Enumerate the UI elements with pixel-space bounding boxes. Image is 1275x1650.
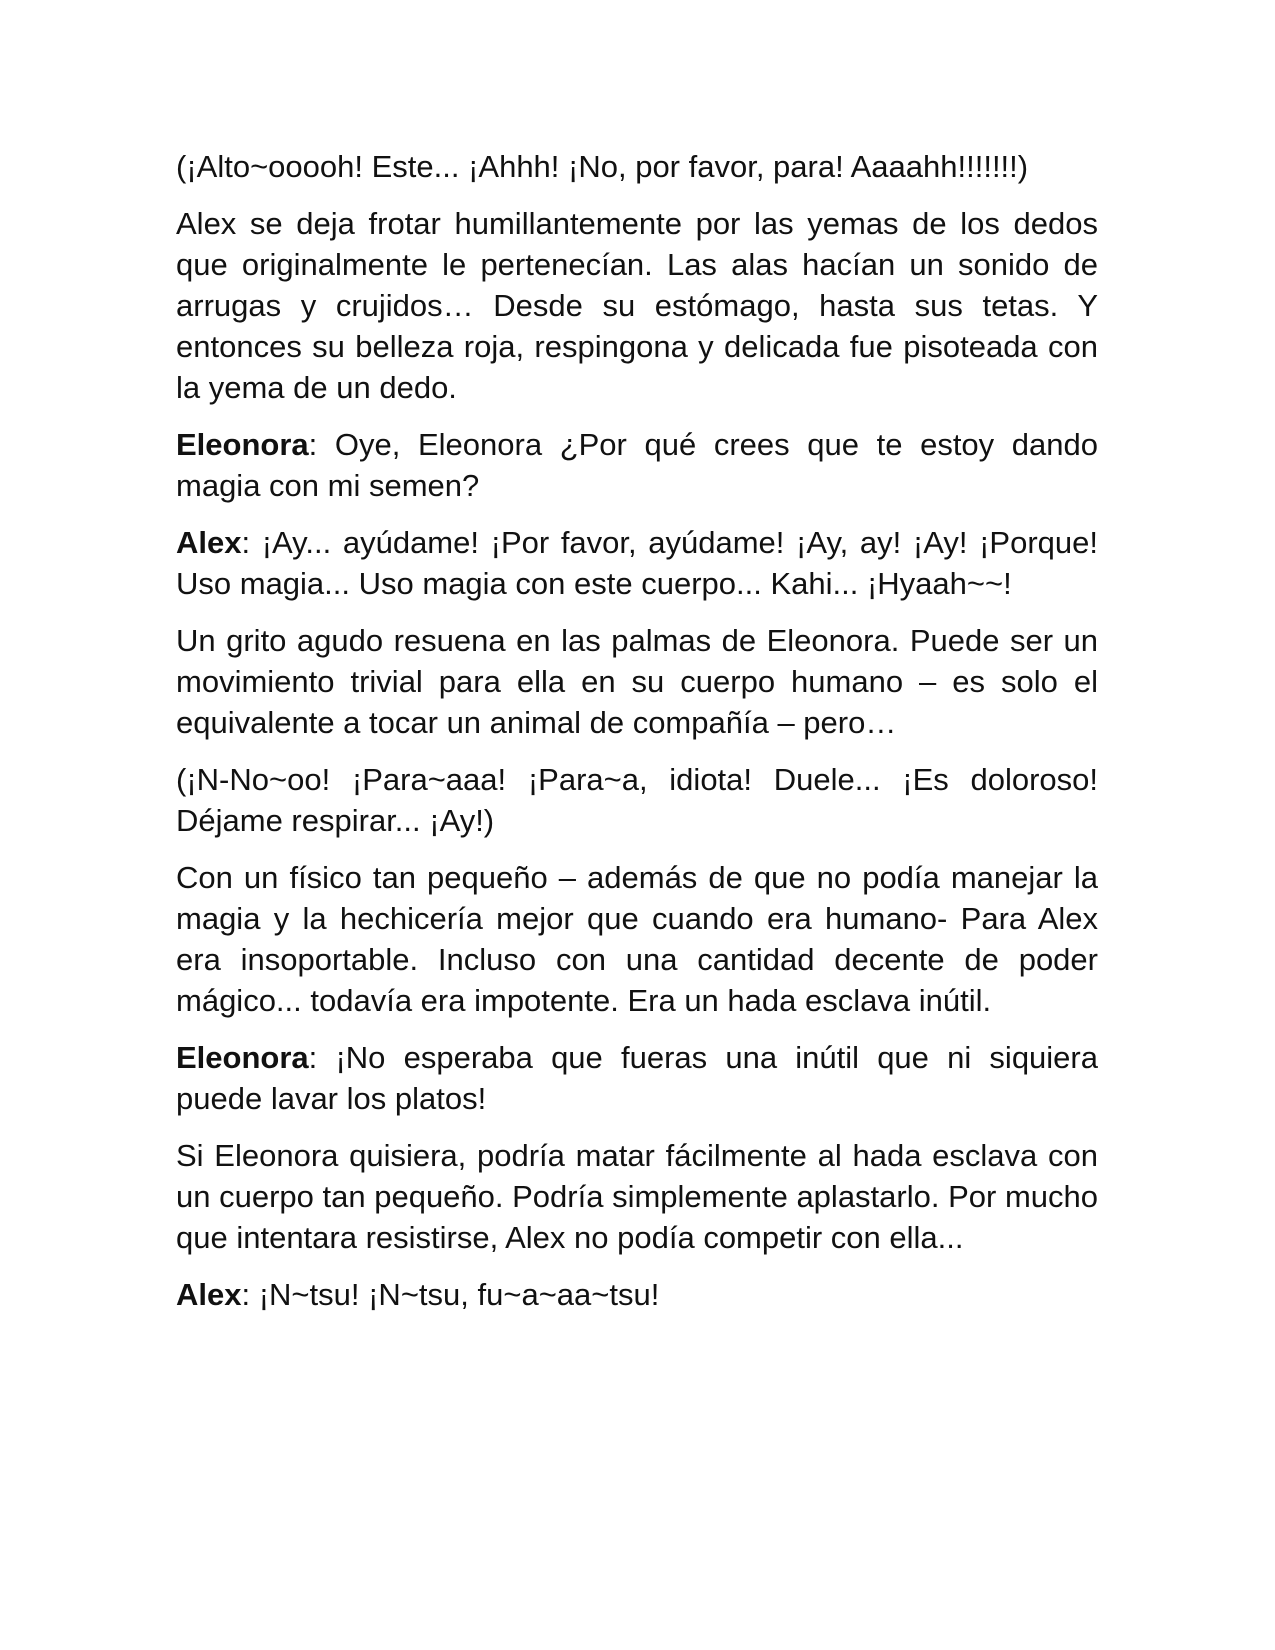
dialogue-line bbox=[176, 1274, 1098, 1315]
dialogue-line bbox=[176, 1037, 1098, 1119]
speaker-name: Eleonora bbox=[176, 1040, 309, 1075]
dialogue-text: : Oye, Eleonora ¿Por qué crees que te estoy dando magia con mi semen? bbox=[176, 427, 1098, 503]
paragraph-9 bbox=[176, 1135, 1098, 1258]
paragraph-text: Con un físico tan pequeño – además de que no podía manejar la magia y la hechicería mejor que cuando era humano- Para Alex era insoportable. Incluso con una cantidad decente de poder mágico... todavía era impotente. Era un hada esclava inútil. bbox=[176, 860, 1098, 1018]
paragraph-text: Alex se deja frotar humillantemente por las yemas de los dedos que originalmente le pertenecían. Las alas hacían un sonido de arrugas y crujidos… Desde su estómago, hasta sus tetas. Y entonces su belleza roja, respingona y delicada fue pisoteada con la yema de un dedo. bbox=[176, 206, 1098, 405]
paragraph-text: Si Eleonora quisiera, podría matar fácilmente al hada esclava con un cuerpo tan pequeño. Podría simplemente aplastarlo. Por mucho que intentara resistirse, Alex no podía competir con ella... bbox=[176, 1138, 1098, 1255]
paragraph-6 bbox=[176, 759, 1098, 841]
paragraph-5 bbox=[176, 620, 1098, 743]
dialogue-line bbox=[176, 424, 1098, 506]
speaker-name: Alex bbox=[176, 1277, 242, 1312]
speaker-name: Alex bbox=[176, 525, 242, 560]
paragraph-text: (¡N-No~oo! ¡Para~aaa! ¡Para~a, idiota! Duele... ¡Es doloroso! Déjame respirar... ¡Ay!) bbox=[176, 762, 1098, 838]
speaker-name: Eleonora bbox=[176, 427, 309, 462]
paragraph-text: (¡Alto~ooooh! Este... ¡Ahhh! ¡No, por favor, para! Aaaahh!!!!!!!) bbox=[176, 149, 1029, 184]
dialogue-text: : ¡N~tsu! ¡N~tsu, fu~a~aa~tsu! bbox=[241, 1277, 660, 1312]
document-page bbox=[176, 146, 1098, 1331]
dialogue-line bbox=[176, 522, 1098, 604]
paragraph-7 bbox=[176, 857, 1098, 1021]
dialogue-text: : ¡No esperaba que fueras una inútil que ni siquiera puede lavar los platos! bbox=[176, 1040, 1098, 1116]
paragraph-text: Un grito agudo resuena en las palmas de Eleonora. Puede ser un movimiento trivial para ella en su cuerpo humano – es solo el equivalente a tocar un animal de compañía – pero… bbox=[176, 623, 1098, 740]
paragraph-1 bbox=[176, 146, 1098, 187]
paragraph-2 bbox=[176, 203, 1098, 408]
dialogue-text: : ¡Ay... ayúdame! ¡Por favor, ayúdame! ¡Ay, ay! ¡Ay! ¡Porque! Uso magia... Uso magia con este cuerpo... Kahi... ¡Hyaah~~! bbox=[176, 525, 1098, 601]
